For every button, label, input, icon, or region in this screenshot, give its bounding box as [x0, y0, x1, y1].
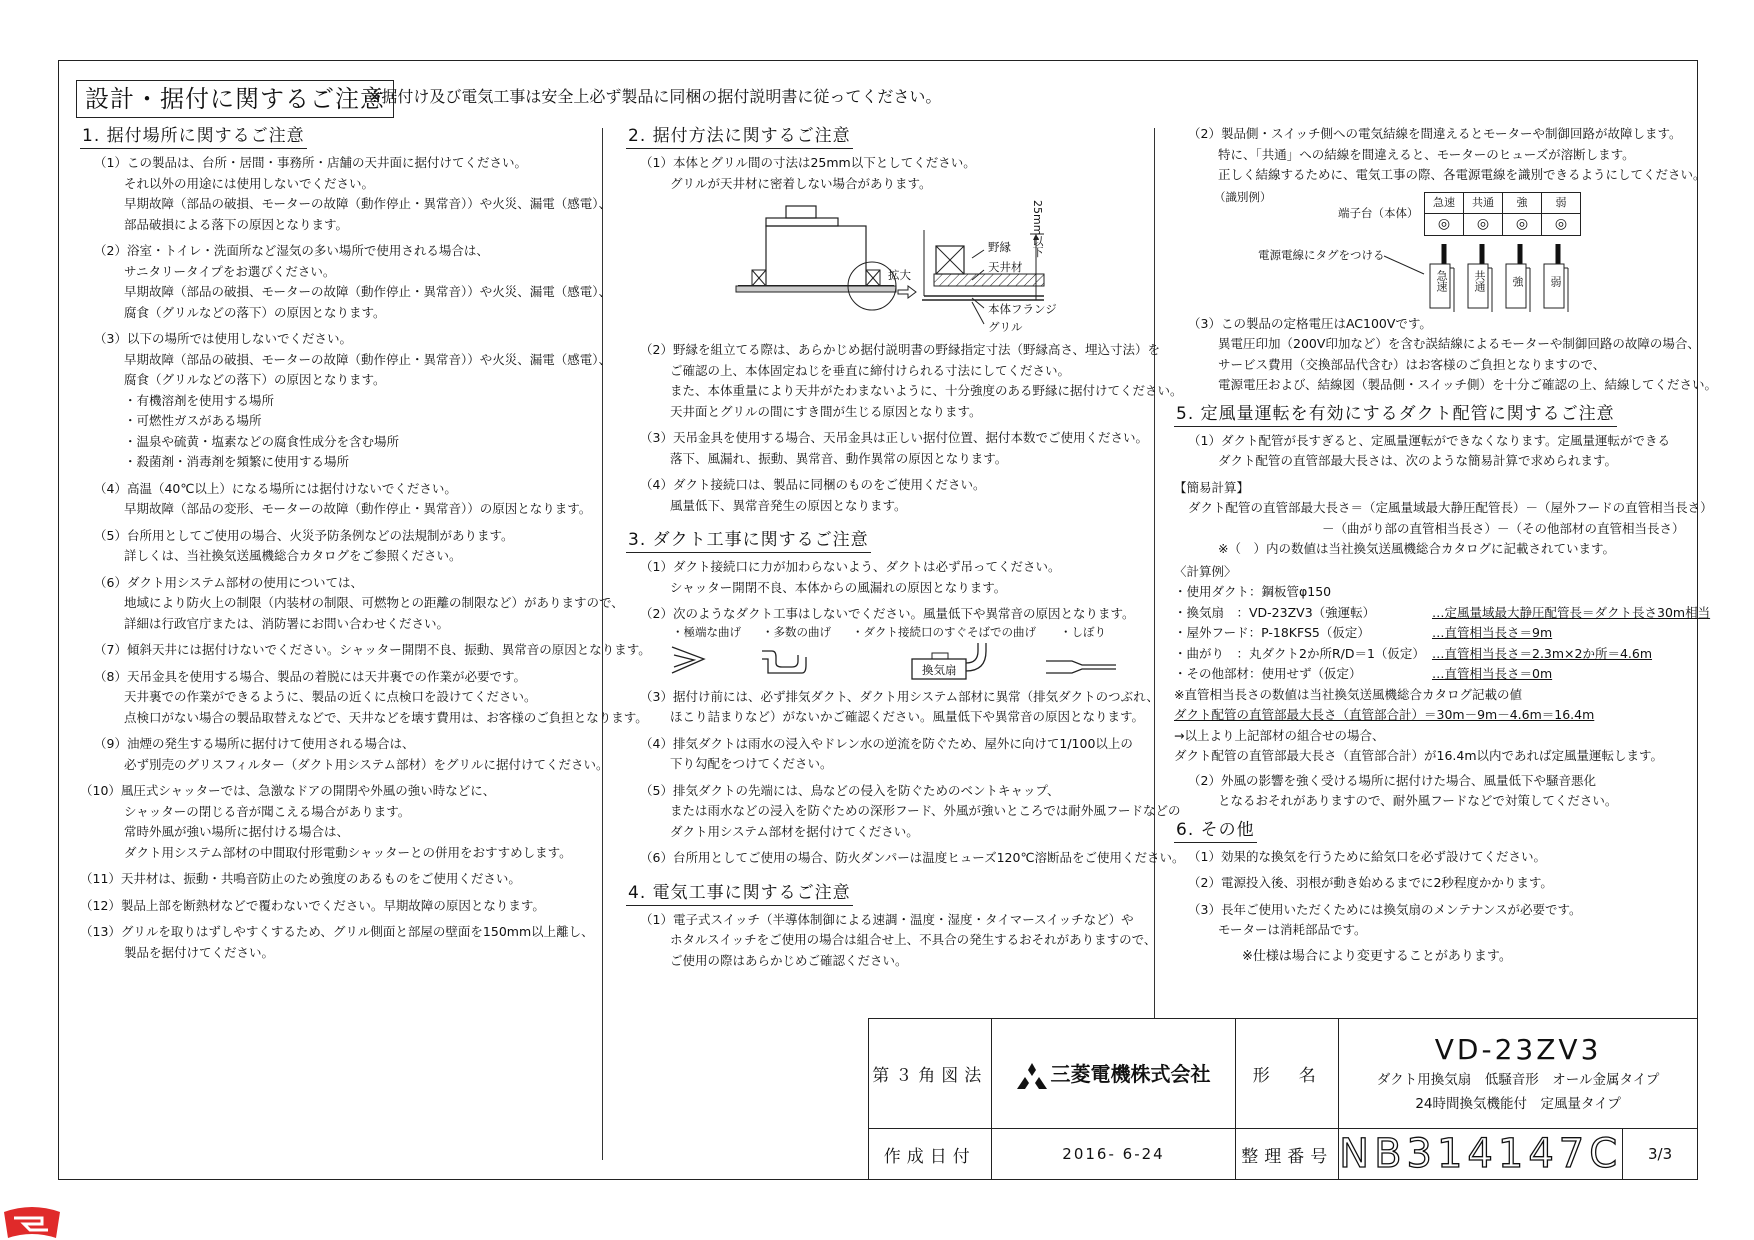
tag-text: 共通	[1473, 269, 1486, 292]
calc-row	[1174, 664, 1694, 685]
list-item	[80, 526, 600, 567]
spec-note: ※仕様は場合により変更することがあります。	[1242, 948, 1512, 964]
item-text-cont: ダクト用システム部材の中間取付形電動シャッターとの併用をおすすめします。	[124, 844, 572, 860]
item-text-cont: ・殺菌剤・消毒剤を頻繁に使用する場所	[124, 454, 350, 469]
item-text: （1）ダクト配管が長すぎると、定風量運転ができなくなります。定風量運転ができる	[1188, 432, 1670, 448]
item-text-cont: サービス費用（交換部品代含む）はお客様のご負担となりますので、	[1218, 356, 1606, 372]
company-cell	[991, 1019, 1236, 1129]
item-text: （2）製品側・スイッチ側への電気結線を間違えるとモーターや制御回路が故障します。	[1188, 126, 1682, 141]
section-6-items	[1174, 847, 1694, 941]
terminal-label: 端子台（本体）	[1338, 205, 1419, 220]
calc-row-right: …直管相当長さ＝0m	[1432, 666, 1553, 681]
item-text: （2）外風の影響を強く受ける場所に据付けた場合、風量低下や騒音悪化	[1188, 772, 1596, 788]
item-text: （1）効果的な換気を行うために給気口を必ず設けてください。	[1188, 848, 1546, 864]
section-2-items	[626, 340, 1183, 516]
item-text-cont: ・温泉や硫黄・塩素などの腐食性成分を含む場所	[124, 433, 400, 449]
column-2	[626, 124, 1185, 977]
item-text-cont: 落下、風漏れ、振動、異常音、動作異常の原因となります。	[670, 450, 1008, 466]
item-text-cont: 詳しくは、当社換気送風機総合カタログをご参照ください。	[124, 548, 462, 563]
duct-figure	[626, 625, 1146, 687]
item-text-cont: ご確認の上、本体固定ねじを垂直に締付けられる寸法にしてください。	[670, 362, 1071, 378]
calc-row-left: ・換気扇 ：VD-23ZV3（強運転）	[1174, 604, 1376, 620]
terminal-screw-icon: ◎	[1464, 214, 1503, 236]
section-3-items	[626, 687, 1185, 869]
model-label: 形 名	[1236, 1019, 1339, 1129]
item-text-cont: 風量低下、異常音発生の原因となります。	[670, 497, 907, 513]
projection-method: 第３角図法	[869, 1019, 992, 1129]
label-flange: 本体フランジ	[988, 302, 1057, 316]
title-block	[868, 1018, 1698, 1180]
calc-formula-2: －（曲がり部の直管相当長さ）－（その他部材の直管相当長さ）	[1322, 520, 1685, 536]
calc-row-left: ・曲がり ：丸ダクト2か所R/D＝1（仮定）	[1174, 645, 1425, 661]
section-1-heading: 1. 据付場所に関するご注意	[80, 124, 307, 149]
doc-number: NB314147C	[1339, 1129, 1623, 1180]
calc-row	[1174, 644, 1694, 665]
list-item	[80, 667, 648, 729]
item-text: （1）本体とグリル間の寸法は25mm以下としてください。	[640, 155, 976, 170]
item-text-cont: 常時外風が強い場所に据付ける場合は、	[124, 824, 350, 839]
date-value: 2016- 6-24	[991, 1129, 1236, 1180]
terminal-head: 共通	[1464, 192, 1503, 214]
item-text-cont: 正しく結線するために、電気工事の際、各電源電線を識別できるようにしてください。	[1218, 167, 1706, 182]
item-text-cont: 異電圧印加（200V印加など）を含む誤結線によるモーターや制御回路の故障の場合、	[1218, 336, 1700, 351]
terminal-head: 急速	[1425, 192, 1464, 214]
item-text-cont: ほこり詰まりなど）がないかご確認ください。風量低下や異常音の原因となります。	[670, 709, 1145, 724]
item-text-cont: となるおそれがありますので、耐外風フードなどで対策してください。	[1218, 793, 1618, 808]
item-text-cont: 早期故障（部品の破損、モーターの故障（動作停止・異常音））や火災、漏電（感電）、	[124, 284, 612, 299]
list-item	[626, 848, 1185, 869]
calc-row-left: ・その他部材：使用せず（仮定）	[1174, 666, 1362, 681]
duct-label-2: ・多数の曲げ	[762, 624, 831, 639]
item-text-cont: グリルが天井材に密着しない場合があります。	[670, 175, 932, 191]
wiring-example-label: （識別例）	[1214, 189, 1272, 204]
item-text-cont: 部品破損による落下の原因となります。	[124, 216, 349, 232]
item-text-cont: 地域により防火上の制限（内装材の制限、可燃物との距離の制限など）がありますので、	[124, 595, 624, 610]
item-text: （1）電子式スイッチ（半導体制御による速調・温度・湿度・タイマースイッチなど）や	[640, 911, 1134, 927]
duct-diagram	[626, 625, 1146, 687]
list-item	[1174, 873, 1694, 894]
item-text-cont: 早期故障（部品の破損、モーターの故障（動作停止・異常音））や火災、漏電（感電）、	[124, 351, 612, 367]
item-text: （9）油煙の発生する場所に据付けて使用される場合は、	[94, 736, 415, 751]
item-text-cont: 必ず別売のグリスフィルター（ダクト用システム部材）をグリルに据付けてください。	[124, 756, 609, 772]
model-cell	[1339, 1019, 1698, 1129]
list-item	[626, 687, 1159, 728]
calc-example: 〈計算例〉	[1174, 563, 1237, 579]
section-5-item-1	[1174, 431, 1694, 472]
item-text: （2）野縁を組立てる際は、あらかじめ据付説明書の野縁指定寸法（野縁高さ、埋込寸法）を	[640, 342, 1160, 357]
item-text-cont: 腐食（グリルなどの落下）の原因となります。	[124, 372, 386, 387]
calc-note: ※（ ）内の数値は当社換気送風機総合カタログに記載されています。	[1218, 541, 1615, 556]
item-text: （8）天吊金具を使用する場合、製品の着脱には天井裏での作業が必要です。	[94, 668, 526, 684]
column-1	[80, 124, 651, 969]
section-4-item-2	[1174, 124, 1706, 186]
item-text: （5）台所用としてご使用の場合、火災予防条例などの法規制があります。	[94, 527, 514, 543]
item-text: （6）台所用としてご使用の場合、防火ダンパーは温度ヒューズ120℃溶断品をご使用ください。	[640, 850, 1185, 865]
item-text-cont: または雨水などの浸入を防ぐための深形フード、外風が強いところでは耐外風フードなどの	[670, 803, 1181, 818]
column-divider	[1154, 128, 1155, 1018]
item-text: （3）長年ご使用いただくためには換気扇のメンテナンスが必要です。	[1188, 901, 1582, 917]
item-text-cont: それ以外の用途には使用しないでください。	[124, 175, 375, 191]
label-grill: グリル	[988, 320, 1023, 334]
item-text-cont: ・有機溶剤を使用する場所	[124, 392, 275, 408]
model-name: VD-23ZV3	[1434, 1032, 1602, 1066]
item-text: （6）ダクト用システム部材の使用については、	[94, 574, 363, 590]
terminal-head: 強	[1503, 192, 1542, 214]
model-desc-1: ダクト用換気扇 低騒音形 オール金属タイプ	[1376, 1071, 1660, 1088]
terminal-screw-icon: ◎	[1542, 214, 1581, 236]
section-5-heading: 5. 定風量運転を有効にするダクト配管に関するご注意	[1174, 402, 1617, 427]
doc-label: 整理番号	[1236, 1129, 1339, 1180]
list-item	[1174, 900, 1694, 941]
tag-text: 弱	[1549, 275, 1562, 287]
calc-formula-1: ダクト配管の直管部最大長さ＝（定風量域最大静圧配管長）－（屋外フードの直管相当長さ）	[1188, 500, 1713, 515]
label-kakudai: 拡大	[888, 268, 911, 282]
duct-label-4: ・しぼり	[1060, 624, 1106, 639]
terminal-screw-icon: ◎	[1503, 214, 1542, 236]
list-item	[626, 340, 1183, 422]
calc-line: ダクト配管の直管部最大長さ（直管部合計）が16.4m以内であれば定風量運転します。	[1174, 748, 1664, 763]
item-text-cont: また、本体重量により天井がたわまないように、十分強度のある野縁に据付けてください。	[670, 383, 1183, 398]
calc-row	[1174, 582, 1694, 603]
page-title: 設計・据付に関するご注意	[76, 80, 394, 118]
calc-row-left: ・使用ダクト：鋼板管φ150	[1174, 584, 1332, 599]
item-text: （2）電源投入後、羽根が動き始めるまでに2秒程度かかります。	[1188, 875, 1553, 890]
item-text: （4）ダクト接続口は、製品に同梱のものをご使用ください。	[640, 477, 986, 492]
list-item	[80, 329, 612, 473]
item-text-cont: 早期故障（部品の破損、モーターの故障（動作停止・異常音））や火災、漏電（感電）、	[124, 196, 612, 211]
wiring-diagram	[1174, 186, 1694, 314]
tag-text: 急速	[1435, 269, 1448, 292]
company-name: 三菱電機株式会社	[1050, 1062, 1211, 1087]
tag-label: 電源電線にタグをつける	[1258, 247, 1385, 262]
item-text-cont: シャッター開閉不良、本体からの風漏れの原因となります。	[670, 579, 1007, 595]
item-text: （12）製品上部を断熱材などで覆わないでください。早期故障の原因となります。	[80, 897, 545, 913]
item-text: （3）この製品の定格電圧はAC100Vです。	[1188, 315, 1432, 331]
item-text-cont: 腐食（グリルなどの落下）の原因となります。	[124, 304, 386, 320]
install-diagram	[626, 200, 1046, 340]
list-item	[626, 781, 1181, 843]
title-note: ※据付け及び電気工事は安全上必ず製品に同梱の据付説明書に従ってください。	[368, 87, 942, 106]
list-item	[80, 781, 600, 863]
item-text: （3）据付け前には、必ず排気ダクト、ダクト用システム部材に異常（排気ダクトのつぶれ、	[640, 688, 1159, 704]
list-item	[80, 896, 600, 917]
list-item	[80, 922, 600, 963]
list-item	[626, 428, 1146, 469]
section-2-heading: 2. 据付方法に関するご注意	[626, 124, 853, 149]
item-text-cont: ご使用の際はあらかじめご確認ください。	[670, 952, 908, 968]
list-item	[626, 734, 1146, 775]
section-3-heading: 3. ダクト工事に関するご注意	[626, 528, 871, 553]
install-figure	[626, 200, 1146, 340]
calc-row	[1174, 623, 1694, 644]
item-text: （7）傾斜天井には据付けないでください。シャッター開閉不良、振動、異常音の原因となります。	[94, 642, 651, 657]
item-text-cont: 下り勾配をつけてください。	[670, 756, 833, 771]
duct-fan-label: 換気扇	[922, 662, 957, 677]
item-text: （1）この製品は、台所・居間・事務所・店舗の天井面に据付けてください。	[94, 155, 527, 170]
item-text: （2）次のようなダクト工事はしないでください。風量低下や異常音の原因となります。	[640, 606, 1135, 621]
calc-row-right: …直管相当長さ＝9m	[1432, 625, 1553, 640]
calc-line: →以上より上記部材の組合せの場合、	[1174, 727, 1385, 743]
item-text-cont: サニタリータイプをお選びください。	[124, 263, 336, 279]
terminal-head: 弱	[1542, 192, 1581, 214]
item-text: （11）天井材は、振動・共鳴音防止のため強度のあるものをご使用ください。	[80, 871, 521, 886]
list-item	[80, 153, 612, 235]
list-item	[80, 734, 609, 775]
item-text-cont: 点検口がない場合の製品取替えなどで、天井などを壊す費用は、お客様のご負担となります。	[124, 709, 648, 725]
stamp-icon	[2, 1204, 62, 1240]
list-item	[80, 479, 600, 520]
item-text: （10）風圧式シャッターでは、急激なドアの開閉や外風の強い時などに、	[80, 783, 496, 798]
item-text-cont: ホタルスイッチをご使用の場合は組合せ上、不具合の発生するおそれがありますので、	[670, 932, 1157, 947]
model-desc-2: 24時間換気機能付 定風量タイプ	[1415, 1095, 1621, 1112]
item-text: （4）排気ダクトは雨水の浸入やドレン水の逆流を防ぐため、屋外に向けて1/100以上の	[640, 735, 1133, 751]
list-item	[80, 573, 624, 635]
date-label: 作成日付	[869, 1129, 992, 1180]
calc-lines	[1174, 685, 1694, 767]
calc-row-right: …定風量域最大静圧配管長＝ダクト長さ30m相当	[1432, 604, 1711, 620]
section-4-heading: 4. 電気工事に関するご注意	[626, 881, 853, 906]
calc-line: ※直管相当長さの数値は当社換気送風機総合カタログ記載の値	[1174, 686, 1522, 702]
item-text: （3）以下の場所では使用しないでください。	[94, 331, 352, 346]
label-tenjou: 天井材	[988, 260, 1023, 274]
list-item	[626, 475, 1146, 516]
duct-label-1: ・極端な曲げ	[672, 624, 741, 639]
wiring-figure	[1174, 186, 1694, 314]
item-text: （5）排気ダクトの先端には、鳥などの侵入を防ぐためのベントキャップ、	[640, 782, 1060, 798]
item-text-cont: シャッターの閉じる音が聞こえる場合があります。	[124, 803, 411, 819]
list-item	[1174, 847, 1694, 868]
calc-row-right: …直管相当長さ＝2.3m×2か所＝4.6m	[1432, 645, 1653, 661]
section-6-heading: 6. その他	[1174, 818, 1257, 843]
calc-title: 【簡易計算】	[1174, 479, 1250, 495]
list-item	[80, 241, 612, 323]
duct-label-3: ・ダクト接続口のすぐそばでの曲げ	[852, 624, 1036, 639]
item-text-cont: ・可燃性ガスがある場所	[124, 413, 262, 428]
calc-row	[1174, 603, 1711, 624]
calc-row-left: ・屋外フード：P-18KFS5（仮定）	[1174, 625, 1370, 640]
column-3	[1174, 124, 1718, 967]
item-text-cont: ダクト用システム部材を据付けてください。	[670, 823, 919, 839]
item-text-cont: 詳細は行政官庁または、消防署にお問い合わせください。	[124, 615, 450, 631]
section-3-item-1	[626, 557, 1146, 598]
label-dim: 25mm以下	[1031, 200, 1044, 258]
page-number: 3/3	[1623, 1129, 1698, 1180]
item-text-cont: ダクト配管の直管部最大長さは、次のような簡易計算で求められます。	[1218, 453, 1618, 468]
item-text-cont: モーターは消耗部品です。	[1218, 922, 1367, 937]
item-text-cont: 電源電圧および、結線図（製品側・スイッチ側）を十分ご確認の上、結線してください。	[1218, 377, 1718, 392]
terminal-screw-icon: ◎	[1425, 214, 1464, 236]
section-3-item-2	[626, 604, 1146, 625]
item-text: （13）グリルを取りはずしやすくするため、グリル側面と部屋の壁面を150mm以上離し、	[80, 924, 594, 939]
item-text-cont: 天井面とグリルの間にすき間が生じる原因となります。	[670, 403, 982, 419]
item-text: （2）浴室・トイレ・洗面所など湿気の多い場所で使用される場合は、	[94, 243, 489, 258]
tag-text: 強	[1511, 275, 1524, 287]
item-text: （1）ダクト接続口に力が加わらないよう、ダクトは必ず吊ってください。	[640, 559, 1061, 574]
mitsubishi-logo-icon	[1017, 1063, 1047, 1089]
item-text: （3）天吊金具を使用する場合、天吊金具は正しい据付位置、据付本数でご使用ください。	[640, 430, 1148, 445]
list-item	[80, 640, 651, 661]
calc-line: ダクト配管の直管部最大長さ（直管部合計）＝30m－9m－4.6m＝16.4m	[1174, 707, 1595, 722]
section-4-item-3	[1174, 314, 1718, 396]
item-text: （4）高温（40℃以上）になる場所には据付けないでください。	[94, 480, 457, 496]
list-item	[80, 869, 600, 890]
item-text-cont: 天井裏での作業ができるように、製品の近くに点検口を設けてください。	[124, 689, 537, 704]
section-2-item-1	[626, 153, 1146, 194]
section-5-item-2	[1174, 771, 1694, 812]
label-nodai: 野縁	[988, 240, 1011, 254]
item-text-cont: 製品を据付けてください。	[124, 944, 275, 960]
item-text-cont: 特に、「共通」への結線を間違えると、モーターのヒューズが溶断します。	[1218, 146, 1635, 162]
calc-rows	[1174, 582, 1711, 685]
section-4-item-1	[626, 910, 1157, 972]
item-text-cont: 早期故障（部品の変形、モーターの故障（動作停止・異常音））の原因となります。	[124, 501, 592, 516]
